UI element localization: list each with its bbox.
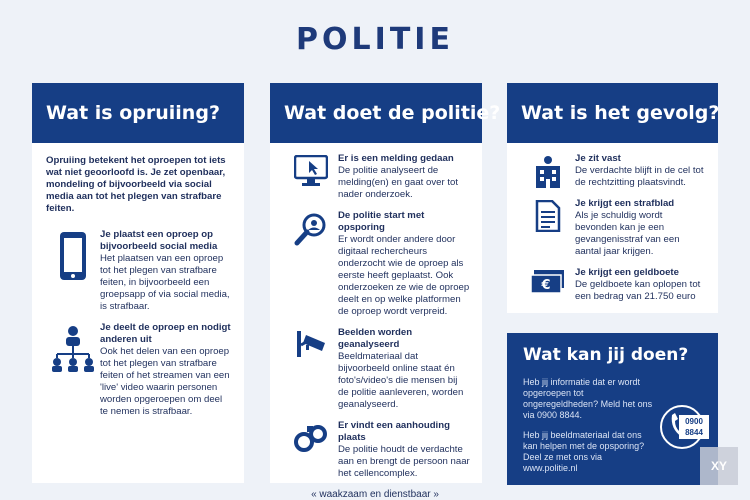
magnifier-icon [284, 210, 338, 318]
item-title: Je zit vast [575, 153, 621, 164]
item-title: Er vindt een aanhouding plaats [338, 420, 450, 443]
intro-text: Opruiing betekent het oproepen tot iets wat niet geoorloofd is. Je zet openbaar, mondeling of bijvoorbeeld via social media aan tot het plegen van strafbare feiten. [46, 155, 226, 214]
item-title: Je krijgt een geldboete [575, 267, 679, 278]
item-desc: Er wordt onder andere door digitaal rechercheurs onderzocht wie de oproep als eerste heeft geplaatst. Ook onderzoeken ze wie de oproep deelt en op welke platformen de oproep wordt verpreid. [338, 234, 470, 317]
list-item [284, 327, 470, 411]
list-item [521, 153, 706, 189]
cctv-camera-icon [284, 327, 338, 411]
list-item [46, 229, 232, 313]
item-desc: De verdachte blijft in de cel tot de rechtzitting plaatsvindt. [575, 165, 704, 188]
item-title: De politie start met opsporing [338, 210, 425, 233]
card-wat-kan-jij-doen [507, 333, 718, 485]
item-desc: Het plaatsen van een oproep tot het plegen van strafbare feiten, in bijvoorbeeld een groepsapp of via social media, is strafbaar. [100, 253, 230, 312]
list-item [284, 153, 470, 201]
item-desc: Beeldmateriaal dat bijvoorbeeld online staat én foto's/video's die mensen bij de politie aanleveren, worden geanalyseerd. [338, 351, 464, 410]
monitor-cursor-icon [284, 153, 338, 201]
slogan-footer: « waakzaam en dienstbaar » [311, 489, 439, 500]
item-desc: De politie analyseert de melding(en) en gaat over tot nader onderzoek. [338, 165, 458, 200]
police-building-icon [521, 153, 575, 189]
report-info-text: Heb jij informatie dat er wordt opgeroepen tot ongeregeldheden? Meld het ons via 0900 8844. [523, 377, 653, 420]
share-footage-text: Heb jij beeldmateriaal dat ons kan helpen met de opsporing? Deel ze met ons via www.politie.nl [523, 430, 645, 473]
card-wat-is-het-gevolg [507, 83, 718, 313]
politie-logo: POLITIE [296, 22, 454, 57]
euro-banknote-icon [521, 267, 575, 303]
item-title: Je deelt de oproep en nodigt anderen uit [100, 322, 231, 345]
list-item [46, 322, 232, 418]
watermark-logo: XY [700, 447, 738, 485]
list-item [284, 210, 470, 318]
item-title: Er is een melding gedaan [338, 153, 454, 164]
card-title: Wat doet de politie? [270, 83, 482, 143]
handcuffs-icon [284, 420, 338, 480]
phone-number-badge [679, 415, 709, 439]
card-wat-doet-de-politie [270, 83, 501, 483]
document-icon [521, 198, 575, 258]
item-desc: Als je schuldig wordt bevonden kan je een gevangenisstraf van een aantal jaar krijgen. [575, 210, 680, 257]
item-desc: Ook het delen van een oproep tot het plegen van strafbare feiten of het streamen van een 'live' video waarin personen worden opgeroepen om deel te nemen is strafbaar. [100, 346, 230, 417]
card-title: Wat kan jij doen? [523, 345, 689, 365]
svg-text:€: € [541, 278, 551, 293]
item-title: Beelden worden geanalyseerd [338, 327, 413, 350]
smartphone-icon [46, 229, 100, 313]
card-title: Wat is het gevolg? [507, 83, 718, 143]
list-item [521, 198, 706, 258]
network-people-icon [46, 322, 100, 418]
item-title: Je krijgt een strafblad [575, 198, 675, 209]
card-title: Wat is opruiing? [32, 83, 244, 143]
card-wat-is-opruiing [32, 83, 244, 483]
phone-line1: 0900 [685, 417, 703, 426]
item-desc: De politie houdt de verdachte aan en brengt de persoon naar het cellencomplex. [338, 444, 470, 479]
item-desc: De geldboete kan oplopen tot een bedrag van 21.750 euro [575, 279, 701, 302]
phone-line2: 8844 [685, 428, 703, 437]
item-title: Je plaatst een oproep op bijvoorbeeld social media [100, 229, 218, 252]
list-item [284, 420, 470, 480]
list-item [521, 267, 706, 303]
